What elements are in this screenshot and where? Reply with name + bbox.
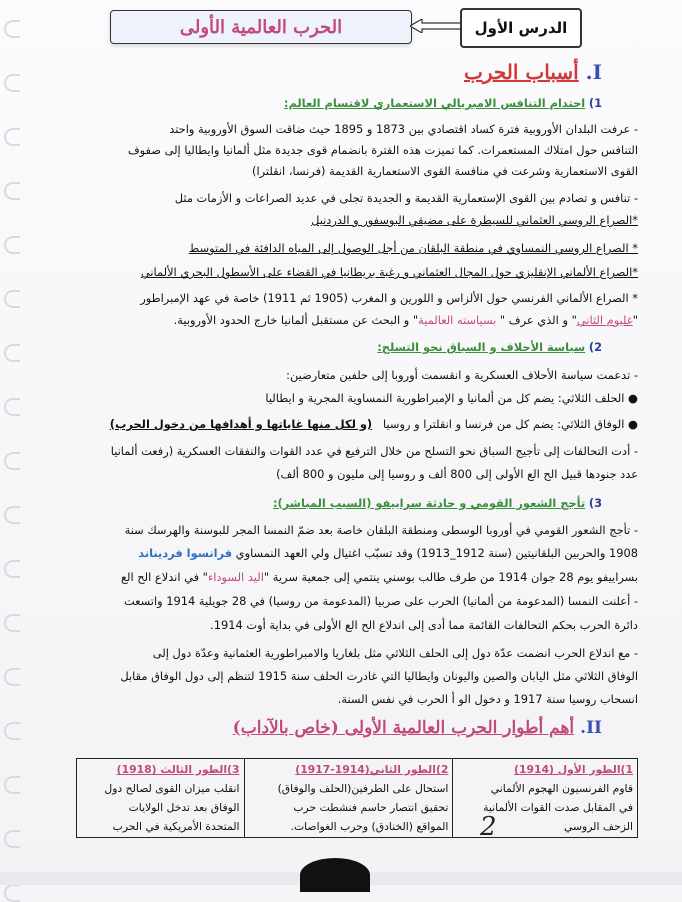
sub3-line-6: - مع اندلاع الحرب انضمت عدّة دول إلى الحلف الثلاثي مثل بلغاريا والامبراطورية العثمانية وعدّة دول إلى — [152, 646, 638, 660]
lesson-title: الحرب العالمية الأولى — [179, 16, 343, 38]
sub2-line-1: - تدعمت سياسة الأحلاف العسكرية و انقسمت أوروبا إلى حلفين متعارضين: — [286, 368, 638, 382]
sub3-line-7: الوفاق الثلاثي مثل اليابان والصين واليونان وايطاليا التي غادرت الحلف سنة 1915 لتنظم إلى دول الوفاق مقابل — [120, 669, 638, 683]
sub-1-heading: 1) احتدام التنافس الامبريالي الاستعماري لاقتسام العالم: — [283, 96, 602, 110]
sub3-line-8: انسحاب روسيا سنة 1917 و دخول الو أ الحرب في نفس السنة. — [337, 692, 638, 706]
phases-table — [76, 758, 638, 838]
sub1-line-1: - عرفت البلدان الأوروبية فترة كساد اقتصادي بين 1873 و 1895 حيث ضاقت السوق الأوروبية واحتد — [169, 122, 638, 136]
sub3-line-1: - تأجج الشعور القومي في أوروبا الوسطى ومنطقة البلقان خاصة بعد ضمّ النمسا المجر للبوسنة والهرسك سنة — [124, 523, 638, 537]
sub3-line-3: بسراييفو يوم 28 جوان 1914 من طرف طالب بوسني ينتمي إلى جمعية سرية "اليد السوداء" في اندلاع الح الع — [120, 570, 638, 584]
sub1-line-3: القوى الاستعمارية وشرعت في منافسة القوى الاستعمارية القديمة (فرنسا، انقلترا) — [252, 164, 638, 178]
conflict-2: * الصراع الروسي النمساوي في منطقة البلقان من أجل الوصول إلى المياه الدافئة في المتوسط — [188, 241, 638, 255]
page-header — [110, 8, 582, 46]
section-1-heading: I. أسباب الحرب — [464, 60, 602, 84]
sub3-line-4: - أعلنت النمسا (المدعومة من ألمانيا) الحرب على صربيا (المدعومة من روسيا) في 28 جويلية 1914 واتسعت — [123, 594, 638, 608]
title-box — [110, 10, 412, 44]
sub2-line-2: ● الحلف الثلاثي: يضم كل من ألمانيا و الإمبراطورية النمساوية المجرية و ايطاليا — [265, 391, 638, 405]
phase-3-cell: 3)الطور الثالث (1918) انقلب ميزان القوى لصالح دول الوفاق بعد تدخل الولايات المتحدة الأمريكية في الحرب — [77, 759, 245, 838]
sub2-line-3: ● الوفاق الثلاثي: يضم كل من فرنسا و انقلترا و روسيا (و لكل منها غاياتها و أهدافها من دخول الحرب) — [109, 417, 638, 431]
page-marker — [300, 858, 370, 892]
sub1-last-line: "غليوم الثاني" و الذي عرف " بسياسته العالمية" و البحث عن مستقبل ألمانيا خارج الحدود الأوروبية. — [173, 313, 638, 327]
conflict-3: *الصراع الألماني الإنقليزي حول المجال العثماني و رغبة بريطانيا في القضاء على الأسطول البحري الألماني — [140, 265, 638, 279]
sub1-line-2: التنافس حول امتلاك المستعمرات. كما تميزت هذه الفترة بانضمام قوى جديدة مثل ألمانيا وايطاليا إلى صفوف — [127, 143, 638, 157]
sub2-line-4: - أدت التحالفات إلى تأجيج السباق نحو التسلح من خلال الترفيع في عدد القوات والنفقات العسكرية (رفعت ألمانيا — [110, 444, 638, 458]
sub-2-heading: 2) سياسة الأحلاف و السباق نحو التسلح: — [377, 340, 602, 354]
lesson-label: الدرس الأول — [460, 8, 582, 48]
notebook-spiral — [4, 20, 22, 880]
conflict-1: *الصراع الروسي العثماني للسيطرة على مضيقي البوسفور و الدردنيل — [311, 213, 638, 227]
handwritten-number: 2 — [480, 812, 497, 842]
sub3-line-5: دائرة الحرب بحكم التحالفات القائمة مما أدى إلى اندلاع الح الع الأولى في بداية أوت 1914. — [210, 618, 638, 632]
sub3-line-2: 1908 والحربين البلقانيتين (سنة 1912_1913) وقد تسبّب اغتيال ولي العهد النمساوي فرانسوا فرديناند — [138, 546, 638, 560]
sub1-line-4: - تنافس و تصادم بين القوى الإستعمارية القديمة و الجديدة تجلى في عديد الصراعات و الأزمات مثل — [174, 191, 638, 205]
section-2-heading: II.أهم أطوار الحرب العالمية الأولى (خاص بالآداب) — [232, 718, 602, 738]
phase-1-cell: 1)الطور الأول (1914) قاوم الفرنسيون الهجوم الألماني في المقابل صدت القوات الألمانية الزحف الروسي — [453, 759, 638, 838]
conflict-4: * الصراع الألماني الفرنسي حول الألزاس و اللورين و المغرب (1905 ثم 1911) خاصة في عهد الإمبراطور — [140, 291, 638, 305]
phase-2-cell: 2)الطور الثاني(1914-1917) استحال على الطرفين(الحلف والوفاق) تحقيق انتصار حاسم فنشطت حرب المواقع (الخنادق) وحرب الغواصات. — [244, 759, 453, 838]
sub2-line-5: عدد جنودها قبيل الح الع الأولى إلى 800 ألف و روسيا إلى مليون و 800 ألف) — [276, 467, 638, 481]
sub-3-heading: 3) تأجج الشعور القومي و حادثة سراييفو (السبب المباشر): — [272, 496, 602, 510]
table-row — [77, 759, 638, 838]
